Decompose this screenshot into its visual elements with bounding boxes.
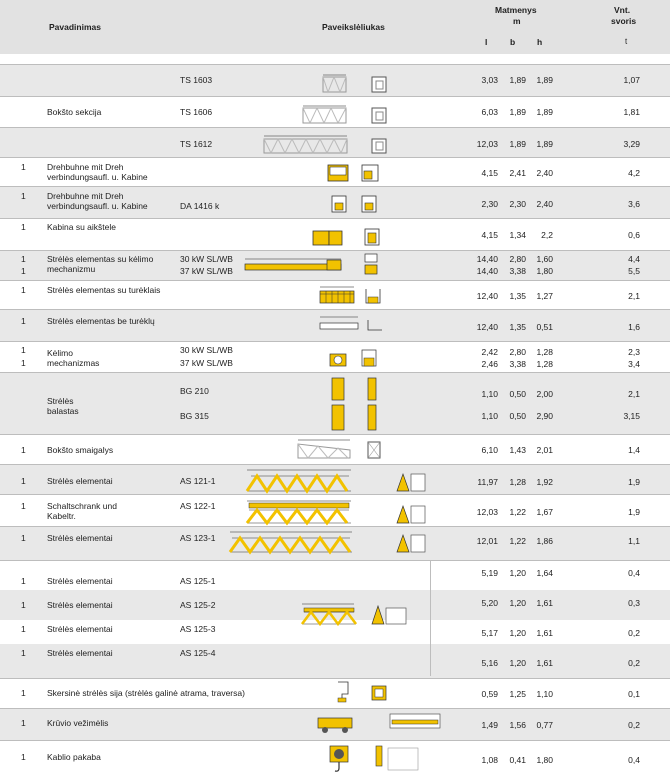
row-b: 1,20 [509, 598, 526, 608]
row-qty: 1 [21, 476, 26, 486]
row-h: 1,80 [536, 755, 553, 765]
row-name: Kėlimo mechanizmas [47, 348, 100, 368]
row-code: TS 1612 [180, 139, 213, 149]
row-h: 2,40 [536, 168, 553, 178]
row-b: 0,41 [509, 755, 526, 765]
row-b: 1,89 [509, 139, 526, 149]
header-b: b [510, 37, 516, 47]
row-divider [0, 372, 670, 373]
row-l: 1,49 [481, 720, 498, 730]
row-code: AS 125-4 [180, 648, 216, 658]
row-b-2: 0,50 [509, 411, 526, 421]
row-qty: 1 [21, 533, 26, 543]
row-w: 1,1 [628, 536, 640, 546]
trolley-icon [316, 710, 466, 740]
header-dims: Matmenys [495, 5, 537, 15]
row-h: 1,89 [536, 139, 553, 149]
hook-block-icon [326, 742, 430, 776]
row-w: 1,07 [623, 75, 640, 85]
row-b: 2,41 [509, 168, 526, 178]
row-l: 6,03 [481, 107, 498, 117]
row-b: 1,35 [509, 322, 526, 332]
row-name: Strėlės elementai [47, 476, 113, 486]
row-w: 0,2 [628, 720, 640, 730]
tower-head-icon [296, 436, 400, 462]
row-name: Strėlės elementas be turėklų [47, 316, 155, 326]
row-name: Bokšto sekcija [47, 107, 102, 117]
row-l-2: 1,10 [481, 411, 498, 421]
jib-truss-cabinet-icon [245, 498, 435, 526]
row-name: Strėlės elementai [47, 648, 113, 658]
row-name: Schaltschrank und Kabeltr. [47, 501, 117, 521]
row-b: 1,22 [509, 536, 526, 546]
row-b: 1,20 [509, 628, 526, 638]
row-b-2: 3,38 [509, 266, 526, 276]
row-l: 1,08 [481, 755, 498, 765]
row-h: 1,92 [536, 477, 553, 487]
row-name: Strėlės elementai [47, 600, 113, 610]
row-b: 1,89 [509, 75, 526, 85]
row-w: 0,1 [628, 689, 640, 699]
row-l: 5,16 [481, 658, 498, 668]
row-name: Strėlės elementai [47, 533, 113, 543]
row-name: Strėlės elementai [47, 624, 113, 634]
row-l: 5,19 [481, 568, 498, 578]
tower-section-icon [263, 130, 400, 156]
row-w: 4,2 [628, 168, 640, 178]
header-weight-unit: t [625, 37, 628, 46]
row-w: 1,9 [628, 507, 640, 517]
row-b: 1,89 [509, 107, 526, 117]
row-h: 1,28 [536, 347, 553, 357]
row-h: 0,77 [536, 720, 553, 730]
header-weight-1: Vnt. [614, 5, 631, 15]
row-qty: 1 [21, 688, 26, 698]
row-divider [0, 250, 670, 251]
row-b: 1,20 [509, 568, 526, 578]
row-l: 5,20 [481, 598, 498, 608]
row-b: 1,20 [509, 658, 526, 668]
row-h: 0,51 [536, 322, 553, 332]
row-qty: 1 [21, 600, 26, 610]
row-h: 1,89 [536, 107, 553, 117]
row-divider [0, 341, 670, 342]
row-w: 2,1 [628, 291, 640, 301]
row-w: 0,2 [628, 628, 640, 638]
header-name: Pavadinimas [49, 22, 101, 32]
row-b: 1,22 [509, 507, 526, 517]
row-code: TS 1606 [180, 107, 213, 117]
row-h: 2,01 [536, 445, 553, 455]
row-l: 12,03 [476, 507, 498, 517]
row-code: AS 121-1 [180, 476, 216, 486]
row-divider [0, 708, 670, 709]
header-image: Paveikslėliukas [322, 22, 385, 32]
row-divider [0, 526, 670, 527]
row-l: 12,03 [476, 139, 498, 149]
row-b: 1,43 [509, 445, 526, 455]
row-l: 6,10 [481, 445, 498, 455]
row-divider [0, 127, 670, 128]
jib-ballast-icon [330, 374, 400, 432]
row-divider [0, 186, 670, 187]
row-l: 11,97 [477, 477, 498, 487]
row-w: 0,4 [628, 755, 640, 765]
row-w: 1,6 [628, 322, 640, 332]
row-l: 2,42 [481, 347, 498, 357]
row-w: 0,4 [628, 568, 640, 578]
jib-truss-icon [245, 466, 435, 494]
row-h: 2,2 [541, 230, 553, 240]
row-b: 2,30 [509, 199, 526, 209]
row-l: 3,03 [481, 75, 498, 85]
row-w: 1,4 [628, 445, 640, 455]
row-divider [0, 678, 670, 679]
row-qty: 1 [21, 624, 26, 634]
jib-truss-short-icon [300, 600, 420, 630]
row-divider [0, 434, 670, 435]
row-divider [0, 157, 670, 158]
header-l: l [485, 37, 488, 47]
row-code: TS 1603 [180, 75, 213, 85]
jib-section-icon [318, 312, 400, 336]
row-qty-2: 1 [21, 266, 26, 276]
row-w-2: 3,4 [628, 359, 640, 369]
row-h: 1,60 [536, 254, 553, 264]
row-qty: 1 [21, 316, 26, 326]
row-name: Drehbuhne mit Dreh verbindungsaufl. u. Kabine [47, 162, 148, 182]
tower-section-icon [302, 100, 400, 126]
jib-section-railing-icon [318, 283, 400, 307]
row-qty: 1 [21, 285, 26, 295]
row-name: Skersinė strėlės sija (strėlės galinė atrama, traversa) [47, 688, 245, 698]
header-weight-2: svoris [611, 16, 637, 26]
row-h: 1,61 [536, 658, 553, 668]
row-code: 30 kW SL/WB [180, 345, 233, 355]
row-l: 12,40 [476, 291, 498, 301]
row-l: 4,15 [481, 168, 498, 178]
row-h: 1,27 [536, 291, 553, 301]
row-w: 4,4 [628, 254, 640, 264]
row-l-2: 2,46 [481, 359, 498, 369]
row-h: 1,67 [536, 507, 553, 517]
row-name: Kablio pakaba [47, 752, 101, 762]
row-b: 1,28 [509, 477, 526, 487]
hoist-winch-icon [328, 346, 400, 370]
row-code: AS 125-3 [180, 624, 216, 634]
row-divider [0, 64, 670, 65]
row-qty: 1 [21, 501, 26, 511]
row-divider [0, 96, 670, 97]
row-code-2: 37 kW SL/WB [180, 358, 233, 368]
row-name: Drehbuhne mit Dreh verbindungsaufl. u. Kabine [47, 191, 148, 211]
row-b: 2,80 [509, 347, 526, 357]
row-b: 1,25 [509, 689, 526, 699]
row-l-2: 14,40 [476, 266, 498, 276]
slewing-platform-icon [330, 190, 400, 216]
row-divider [0, 464, 670, 465]
row-b: 2,80 [509, 254, 526, 264]
row-b: 1,35 [509, 291, 526, 301]
row-qty: 1 [21, 222, 26, 232]
row-h: 1,61 [536, 598, 553, 608]
row-qty: 1 [21, 191, 26, 201]
row-qty: 1 [21, 576, 26, 586]
row-l: 5,17 [481, 628, 498, 638]
row-code: AS 122-1 [180, 501, 216, 511]
row-code-2: 37 kW SL/WB [180, 266, 233, 276]
row-h: 2,40 [536, 199, 553, 209]
row-w-2: 5,5 [628, 266, 640, 276]
row-code: AS 125-2 [180, 600, 216, 610]
row-divider [0, 740, 670, 741]
jib-section-winch-icon [243, 252, 400, 278]
jib-truss-icon [228, 528, 435, 556]
row-qty: 1 [21, 445, 26, 455]
row-b: 1,56 [509, 720, 526, 730]
row-code: AS 123-1 [180, 533, 216, 543]
row-w: 0,3 [628, 598, 640, 608]
row-h: 1,86 [536, 536, 553, 546]
row-divider [0, 560, 670, 561]
row-l: 14,40 [476, 254, 498, 264]
row-code: AS 125-1 [180, 576, 216, 586]
header-h: h [537, 37, 543, 47]
row-l: 12,01 [476, 536, 498, 546]
column-divider [430, 561, 431, 676]
row-qty: 1 [21, 254, 26, 264]
cabin-icon [312, 221, 400, 249]
row-w: 3,6 [628, 199, 640, 209]
row-l: 1,10 [481, 389, 498, 399]
row-w: 2,1 [628, 389, 640, 399]
row-qty: 1 [21, 345, 26, 355]
row-name: Strėlės elementas su turėklais [47, 285, 161, 295]
row-w-2: 3,15 [623, 411, 640, 421]
tower-section-icon [322, 69, 400, 95]
table-header [0, 0, 670, 54]
row-h: 2,00 [536, 389, 553, 399]
row-w: 1,81 [623, 107, 640, 117]
row-qty: 1 [21, 648, 26, 658]
row-w: 2,3 [628, 347, 640, 357]
row-h-2: 1,80 [536, 266, 553, 276]
row-qty: 1 [21, 718, 26, 728]
row-h: 1,89 [536, 75, 553, 85]
row-code: BG 210 [180, 386, 209, 396]
row-name: Kabina su aikštele [47, 222, 116, 232]
row-l: 2,30 [481, 199, 498, 209]
header-dims-unit: m [513, 16, 521, 26]
row-name: Strėlės elementas su kėlimo mechanizmu [47, 254, 154, 274]
cross-beam-icon [334, 680, 400, 706]
row-w: 0,2 [628, 658, 640, 668]
row-w: 3,29 [623, 139, 640, 149]
row-h: 1,10 [536, 689, 553, 699]
row-l: 12,40 [476, 322, 498, 332]
row-qty-2: 1 [21, 358, 26, 368]
row-code-2: BG 315 [180, 411, 209, 421]
row-l: 0,59 [481, 689, 498, 699]
row-w: 0,6 [628, 230, 640, 240]
row-name: Strėlės elementai [47, 576, 113, 586]
row-divider [0, 218, 670, 219]
row-h-2: 2,90 [536, 411, 553, 421]
row-b-2: 3,38 [509, 359, 526, 369]
row-divider [0, 280, 670, 281]
row-divider [0, 309, 670, 310]
row-w: 1,9 [628, 477, 640, 487]
slewing-platform-icon [326, 159, 400, 185]
row-h: 1,61 [536, 628, 553, 638]
row-name: Strėlės balastas [47, 396, 79, 416]
row-l: 4,15 [481, 230, 498, 240]
row-code: 30 kW SL/WB [180, 254, 233, 264]
row-qty: 1 [21, 752, 26, 762]
row-divider [0, 494, 670, 495]
row-h-2: 1,28 [536, 359, 553, 369]
row-qty: 1 [21, 162, 26, 172]
row-b: 0,50 [509, 389, 526, 399]
row-h: 1,64 [536, 568, 553, 578]
row-name: Krūvio vežimėlis [47, 718, 109, 728]
row-code: DA 1416 k [180, 201, 220, 211]
row-name: Bokšto smaigalys [47, 445, 114, 455]
row-b: 1,34 [509, 230, 526, 240]
